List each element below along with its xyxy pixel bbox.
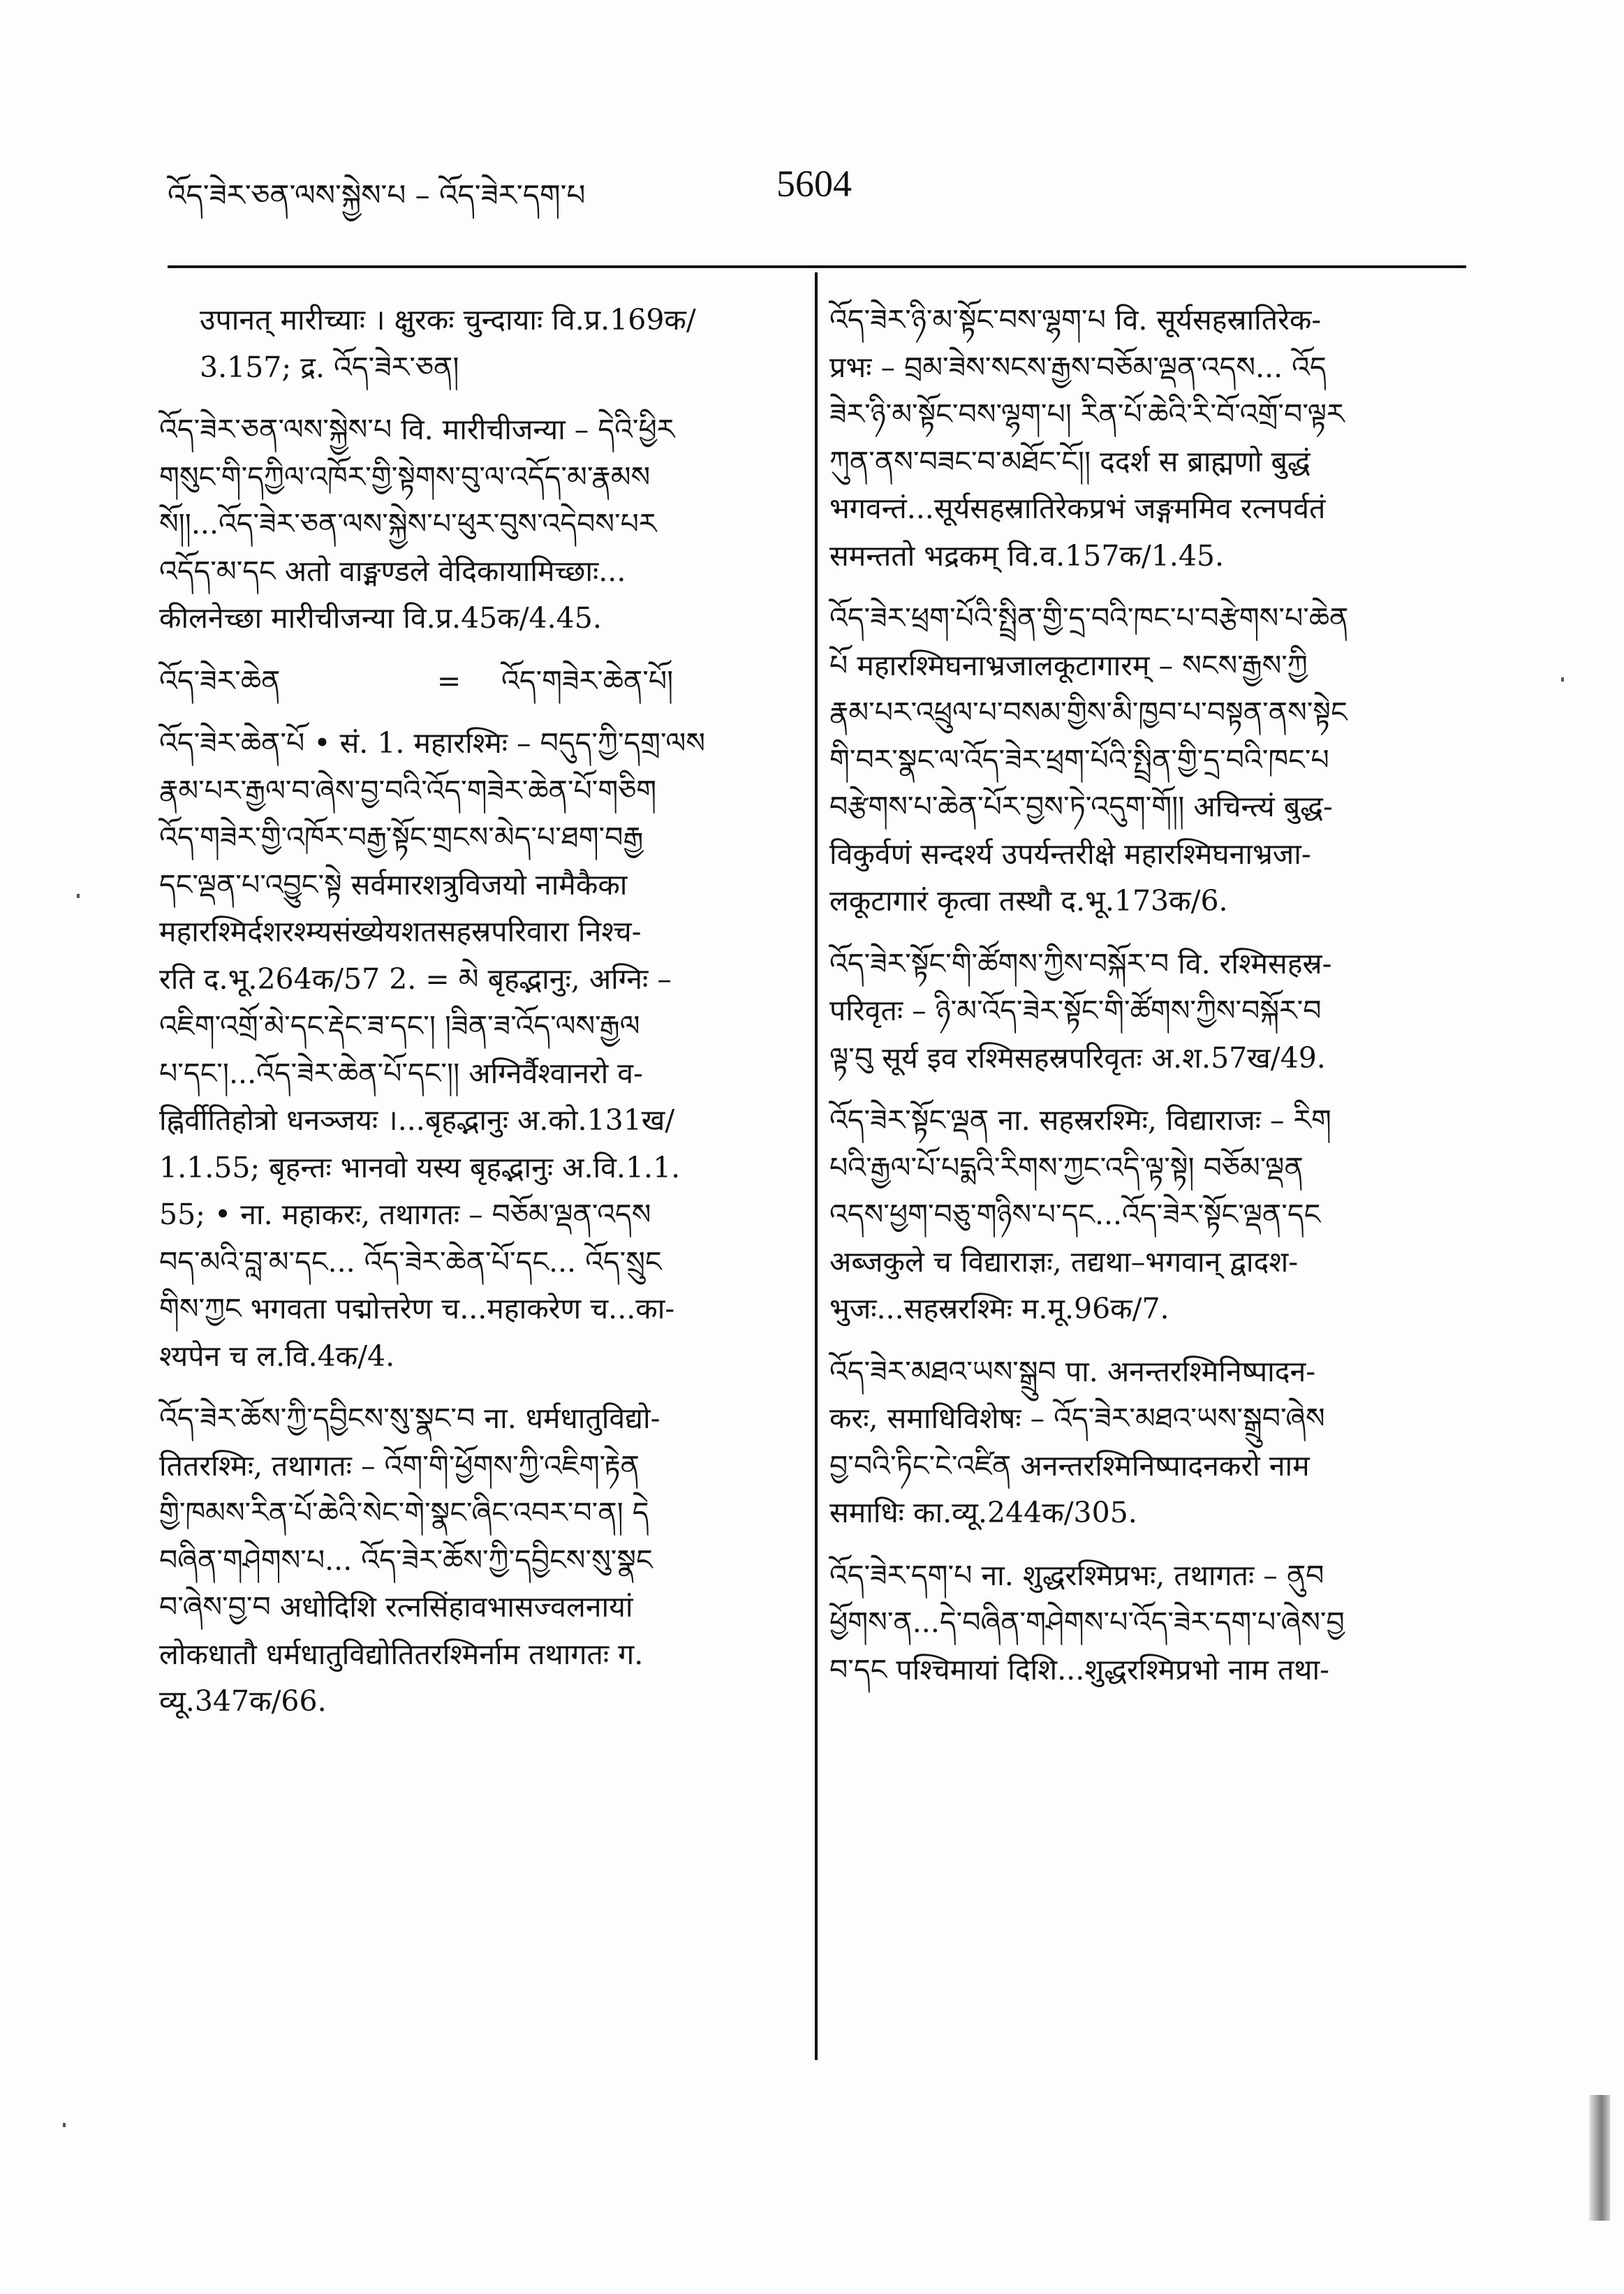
- entry-line: 55; • ना. महाकरः, तथागतः – བཅོམ་ལྡན་འདས: [159, 1198, 651, 1231]
- entry-line: འདས་ཕྱག་བཅུ་གཉིས་པ་དང...འོད་ཟེར་སྟོང་ལྡན་དང: [829, 1198, 1321, 1231]
- entry-line: འོད་ཟེར་ཆོས་ཀྱི་དབྱིངས་སུ་སྣང་བ ना. धर्मधातुविद्यो-: [159, 1402, 660, 1435]
- entry-line: འོད་ཟེར་སྟོང་གི་ཚོགས་ཀྱིས་བསྐོར་བ वि. रश्मिसहस्र-: [829, 946, 1332, 980]
- entry-line: समाधिः का.व्यू.244क/305.: [829, 1496, 1137, 1529]
- dictionary-entry: [829, 595, 1458, 925]
- left-column: [159, 297, 788, 1741]
- entry-line: लकूटागारं कृत्वा तस्थौ द.भू.173क/6.: [829, 884, 1228, 918]
- entry-line: བརྩེགས་པ་ཆེན་པོར་བྱས་ཏེ་འདུག་གོ།། अचिन्त्यं बुद्ध-: [829, 790, 1333, 823]
- scan-speck: [63, 2123, 66, 2127]
- entry-line: ལྟ་བུ सूर्य इव रश्मिसहस्रपरिवृतः अ.श.57ख/49.: [829, 1041, 1326, 1075]
- entry-line: འོད་ཟེར་ཉི་མ་སྟོང་བས་ལྷག་པ वि. सूर्यसहस्रातिरेक-: [829, 303, 1322, 337]
- entry-line: व्यू.347क/66.: [159, 1684, 327, 1718]
- entry-line: བ་ཞེས་བྱ་བ अधोदिशि रत्नसिंहावभासज्वलनायां: [159, 1590, 633, 1624]
- entry-line: འོད་ཟེར་ཆེན་པོ • सं. 1. महारश्मिः – བདུད་ཀྱི་དགྲ་ལས: [159, 726, 706, 760]
- alias-sign: =: [436, 663, 462, 698]
- entry-line: འོད་གཟེར་གྱི་འཁོར་བརྒྱ་སྟོང་གྲངས་མེད་པ་ཐག་བརྒྱ: [159, 821, 644, 854]
- entry-line: रति द.भू.264क/57 2. = མེ बृहद्भानुः, अग्निः –: [159, 962, 672, 996]
- entry-line: ཀུན་ནས་བཟང་བ་མཐོང་ངོ།། ददर्श स ब्राह्मणो बुद्धं: [829, 444, 1311, 478]
- entry-line: བཞིན་གཤེགས་པ... འོད་ཟེར་ཆོས་ཀྱི་དབྱིངས་སུ་སྣང: [159, 1543, 653, 1577]
- dictionary-entry: [159, 406, 788, 642]
- dictionary-entry: [159, 297, 788, 391]
- dictionary-entry: [159, 1395, 788, 1726]
- dictionary-entry: [829, 1552, 1458, 1694]
- dictionary-entry: [829, 297, 1458, 580]
- entry-line: པ་དང་།...འོད་ཟེར་ཆེན་པོ་དང་།། अग्निर्वैश्वानरो व-: [159, 1056, 643, 1090]
- entry-line: གསུང་གི་དཀྱིལ་འཁོར་གྱི་སྟེགས་བུ་ལ་འདོད་མ་རྣམས: [159, 459, 651, 494]
- entry-line: ह्निर्वीतिहोत्रो धनञ्जयः ।...बृहद्भानुः अ.को.131ख/: [159, 1103, 675, 1137]
- entry-line: གིས་ཀྱང भगवता पद्मोत्तरेण च...महाकरेण च...का-: [159, 1292, 675, 1325]
- entry-line: 1.1.55; बृहन्तः भानवो यस्य बृहद्भानुः अ.वि.1.1.: [159, 1150, 681, 1184]
- entry-line: तितरश्मिः, तथागतः – འོག་གི་ཕྱོགས་ཀྱི་འཇིག་རྟེན: [159, 1448, 640, 1483]
- entry-line: करः, समाधिविशेषः – འོད་ཟེར་མཐའ་ཡས་སྒྲུབ་ཞེས: [829, 1402, 1325, 1435]
- entry-line: ཟེར་ཉི་མ་སྟོང་བས་ལྷག་པ། རིན་པོ་ཆེའི་རི་བོ་འགྲོ་བ་ལྟར: [829, 397, 1345, 431]
- entry-line: སོ།།...འོད་ཟེར་ཅན་ལས་སྐྱེས་པ་ཕུར་བུས་འདེབས་པར: [159, 507, 657, 541]
- entry-line: परिवृतः – ཉི་མ་འོད་ཟེར་སྟོང་གི་ཚོགས་ཀྱིས་བསྐོར་བ: [829, 994, 1322, 1027]
- entry-line: कीलनेच्छा मारीचीजन्या वि.प्र.45क/4.45.: [159, 601, 602, 635]
- entry-line: विकुर्वणं सन्दर्श्य उपर्यन्तरीक्षे महारश्मिघनाभ्रजा-: [829, 837, 1311, 871]
- entry-line: अब्जकुले च विद्याराज्ञः, तद्यथा–भगवान् द्वादश-: [829, 1244, 1299, 1279]
- entry-line: उपानत् मारीच्याः । क्षुरकः चुन्दायाः वि.प्र.169क/: [200, 303, 696, 337]
- entry-line: लोकधातौ धर्मधातुविद्योतितरश्मिर्नाम तथागतः ग.: [159, 1637, 644, 1671]
- entry-line: समन्ततो भद्रकम् वि.व.157क/1.45.: [829, 538, 1225, 573]
- entry-line: པོ महारश्मिघनाभ्रजालकूटागारम् – སངས་རྒྱས་ཀྱི: [829, 648, 1308, 682]
- entry-line: भगवन्तं...सूर्यसहस्रातिरेकप्रभं जङ्गममिव रत्नपर्वतं: [829, 492, 1326, 525]
- alias-target: འོད་གཟེར་ཆེན་པོ།: [501, 663, 674, 698]
- entry-line: ཕྱོགས་ན...དེ་བཞིན་གཤེགས་པ་འོད་ཟེར་དག་པ་ཞེས་བྱ: [829, 1605, 1345, 1639]
- entry-line: རྣམ་པར་རྒྱལ་བ་ཞེས་བྱ་བའི་འོད་གཟེར་ཆེན་པོ་གཅིག: [159, 773, 657, 807]
- entry-line: འདོད་མ་དང अतो वाङ्मण्डले वेदिकायामिच्छाः...: [159, 554, 626, 588]
- cross-reference-entry: [159, 658, 788, 705]
- header-rule: [168, 265, 1466, 268]
- entry-line: འོད་ཟེར་ཅན་ལས་སྐྱེས་པ वि. मारीचीजन्या – དེའི་ཕྱིར: [159, 413, 675, 446]
- entry-line: རྣམ་པར་འཕྲུལ་པ་བསམ་གྱིས་མི་ཁྱབ་པ་བསྟན་ནས་སྟེང: [829, 696, 1348, 729]
- entry-line: श्यपेन च ल.वि.4क/4.: [159, 1339, 395, 1373]
- entry-line: འོད་ཟེར་ཕྲག་པོའི་སྤྲིན་གྱི་དྲ་བའི་ཁང་པ་བརྩེགས་པ་ཆེན: [829, 601, 1349, 635]
- entry-line: བྱ་བའི་ཏིང་ངེ་འཛིན अनन्तरश्मिनिष्पादनकरो नाम: [829, 1448, 1310, 1483]
- entry-line: བད་མའི་བླ་མ་དང... འོད་ཟེར་ཆེན་པོ་དང... འོད་སྲུང: [159, 1244, 662, 1279]
- scan-speck: [1561, 677, 1564, 682]
- entry-line: གི་བར་སྣང་ལ་འོད་ཟེར་ཕྲག་པོའི་སྤྲིན་གྱི་དྲ་བའི་ཁང་པ: [829, 742, 1329, 777]
- page-number: 5604: [776, 163, 852, 205]
- dictionary-entry: [159, 720, 788, 1380]
- entry-line: महारश्मिर्दशरश्म्यसंख्येयशतसहस्रपरिवारा निश्च-: [159, 915, 642, 948]
- entry-line: भुजः...सहस्ररश्मिः म.मू.96क/7.: [829, 1292, 1169, 1325]
- entry-line: འཇིག་འགྲོ་མེ་དང་རྡེང་ཟ་དང་། །ཟིན་ཟ་འོད་ལས་རྒྱལ: [159, 1009, 640, 1043]
- alias-term: འོད་ཟེར་ཆེན: [159, 663, 281, 698]
- entry-line: པའི་རྒྱལ་པོ་པདྨའི་རིགས་ཀྱང་འདི་ལྟ་སྟེ། བཅོམ་ལྡན: [829, 1150, 1304, 1184]
- entry-line: གྱི་ཁམས་རིན་པོ་ཆེའི་སེང་གེ་སྣང་ཞིང་འབར་བ་ན། དེ: [159, 1496, 649, 1529]
- dictionary-entry: [829, 1348, 1458, 1537]
- dictionary-entry: [829, 1097, 1458, 1333]
- column-divider: [815, 272, 818, 2060]
- entry-line: འོད་ཟེར་སྟོང་ལྡན ना. सहस्ररश्मिः, विद्याराजः – རིག: [829, 1103, 1331, 1137]
- entry-line: འོད་ཟེར་དག་པ ना. शुद्धरश्मिप्रभः, तथागतः – ནུབ: [829, 1558, 1324, 1592]
- binding-edge-shadow: [1589, 2095, 1610, 2221]
- right-column: [829, 297, 1458, 1709]
- entry-line: དང་ལྡན་པ་འབྱུང་སྟེ सर्वमारशत्रुविजयो नामैकैका: [159, 867, 628, 902]
- scan-speck: [77, 894, 80, 898]
- entry-line: प्रभः – བྲམ་ཟེས་སངས་རྒྱས་བཅོམ་ལྡན་འདས... འོད: [829, 350, 1327, 384]
- running-head: འོད་ཟེར་ཅན་ལས་སྐྱེས་པ – འོད་ཟེར་དག་པ: [168, 178, 586, 212]
- entry-line: བ་དང पश्चिमायां दिशि...शुद्धरश्मिप्रभो नाम तथा-: [829, 1652, 1329, 1686]
- dictionary-entry: [829, 941, 1458, 1082]
- entry-line: 3.157; द्र. འོད་ཟེར་ཅན།: [200, 350, 459, 384]
- entry-line: འོད་ཟེར་མཐའ་ཡས་སྒྲུབ पा. अनन्तरश्मिनिष्पादन-: [829, 1354, 1316, 1388]
